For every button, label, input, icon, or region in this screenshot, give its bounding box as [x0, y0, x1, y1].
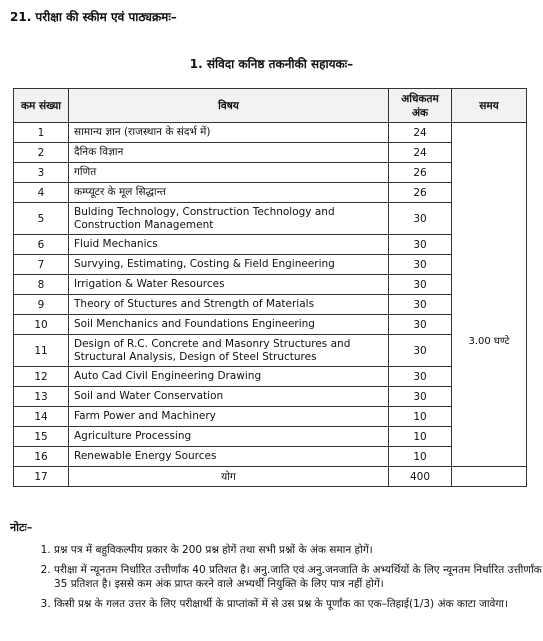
serial-cell: 14 — [14, 407, 69, 427]
header-serial-no: कम संख्या — [14, 89, 69, 123]
serial-cell: 8 — [14, 275, 69, 295]
subject-cell: Fluid Mechanics — [69, 235, 389, 255]
marks-cell: 10 — [389, 447, 452, 467]
table-row — [14, 143, 527, 163]
marks-cell: 26 — [389, 163, 452, 183]
serial-cell: 9 — [14, 295, 69, 315]
table-row — [14, 407, 527, 427]
note-item: 3. किसी प्रश्न के गलत उत्तर के लिए परीक्षार्थी के प्राप्तांकों में से उस प्रश्न के पूर्णांक का एक–तिहाई(1/3) अंक काटा जावेगा। — [54, 597, 543, 612]
header-subject: विषय — [69, 89, 389, 123]
note-item: 1. प्रश्न पत्र में बहुविकल्पीय प्रकार के 200 प्रश्न होगें तथा सभी प्रश्नों के अंक समान होगें। — [54, 543, 543, 558]
marks-cell: 30 — [389, 295, 452, 315]
subject-cell: Survying, Estimating, Costing & Field Engineering — [69, 255, 389, 275]
subject-cell: गणित — [69, 163, 389, 183]
table-row — [14, 275, 527, 295]
table-header-row — [14, 89, 527, 123]
subject-cell: Soil and Water Conservation — [69, 387, 389, 407]
subject-cell: Auto Cad Civil Engineering Drawing — [69, 367, 389, 387]
marks-cell: 30 — [389, 203, 452, 235]
header-time: समय — [452, 89, 527, 123]
serial-cell: 6 — [14, 235, 69, 255]
subject-cell: कम्प्यूटर के मूल सिद्धान्त — [69, 183, 389, 203]
header-max-marks: अधिकतम अंक — [389, 89, 452, 123]
marks-cell: 10 — [389, 407, 452, 427]
marks-cell: 26 — [389, 183, 452, 203]
serial-cell: 13 — [14, 387, 69, 407]
table-row — [14, 427, 527, 447]
subject-cell: Farm Power and Machinery — [69, 407, 389, 427]
table-row — [14, 295, 527, 315]
marks-cell: 30 — [389, 315, 452, 335]
serial-cell: 3 — [14, 163, 69, 183]
marks-cell: 30 — [389, 235, 452, 255]
subject-cell: Design of R.C. Concrete and Masonry Structures and Structural Analysis, Design of Steel Structures — [69, 335, 389, 367]
table-row — [14, 163, 527, 183]
serial-cell: 5 — [14, 203, 69, 235]
subject-cell: दैनिक विज्ञान — [69, 143, 389, 163]
marks-cell: 30 — [389, 275, 452, 295]
serial-cell: 4 — [14, 183, 69, 203]
subject-cell: सामान्य ज्ञान (राजस्थान के संदर्भ में) — [69, 123, 389, 143]
table-row — [14, 387, 527, 407]
serial-cell: 12 — [14, 367, 69, 387]
serial-cell: 17 — [14, 467, 69, 487]
serial-cell: 2 — [14, 143, 69, 163]
total-label: योग — [69, 467, 389, 487]
table-body — [14, 123, 527, 487]
marks-cell: 10 — [389, 427, 452, 447]
total-marks: 400 — [389, 467, 452, 487]
post-subheading: 1. संविदा कनिष्ठ तकनीकी सहायकः– — [189, 57, 354, 71]
notes-list — [36, 543, 543, 616]
subject-cell: Agriculture Processing — [69, 427, 389, 447]
subject-cell: Theory of Stuctures and Strength of Materials — [69, 295, 389, 315]
marks-cell: 30 — [389, 335, 452, 367]
serial-cell: 10 — [14, 315, 69, 335]
marks-cell: 30 — [389, 255, 452, 275]
table-row — [14, 335, 527, 367]
serial-cell: 1 — [14, 123, 69, 143]
empty-cell — [452, 467, 527, 487]
serial-cell: 16 — [14, 447, 69, 467]
table-row — [14, 367, 527, 387]
subject-cell: Soil Menchanics and Foundations Engineering — [69, 315, 389, 335]
serial-cell: 11 — [14, 335, 69, 367]
serial-cell: 15 — [14, 427, 69, 447]
table-row — [14, 203, 527, 235]
marks-cell: 30 — [389, 367, 452, 387]
table-row — [14, 447, 527, 467]
marks-cell: 24 — [389, 143, 452, 163]
table-row — [14, 235, 527, 255]
table-row — [14, 315, 527, 335]
table-row — [14, 123, 527, 143]
marks-cell: 30 — [389, 387, 452, 407]
time-cell: 3.00 घण्टे — [452, 123, 527, 467]
total-row — [14, 467, 527, 487]
subject-cell: Bulding Technology, Construction Technology and Construction Management — [69, 203, 389, 235]
syllabus-table — [13, 88, 527, 487]
serial-cell: 7 — [14, 255, 69, 275]
subject-cell: Irrigation & Water Resources — [69, 275, 389, 295]
section-heading: 21. परीक्षा की स्कीम एवं पाठ्यक्रमः– — [10, 10, 177, 24]
subject-cell: Renewable Energy Sources — [69, 447, 389, 467]
marks-cell: 24 — [389, 123, 452, 143]
table-row — [14, 255, 527, 275]
notes-heading: नोटः– — [10, 521, 33, 534]
note-item: 2. परीक्षा में न्यूनतम निर्धारित उत्तीर्णांक 40 प्रतिशत है। अनु.जाति एवं अनु.जनजाति के अभ्यर्थियों के लिए न्यूनतम निर्धारित उत्तीर्णांक 35 प्रतिशत है। इससे कम अंक प्राप्त करने वाले अभ्यर्थी नियुक्ति के लिए पात्र नहीं होगें। — [54, 563, 543, 592]
table-row — [14, 183, 527, 203]
